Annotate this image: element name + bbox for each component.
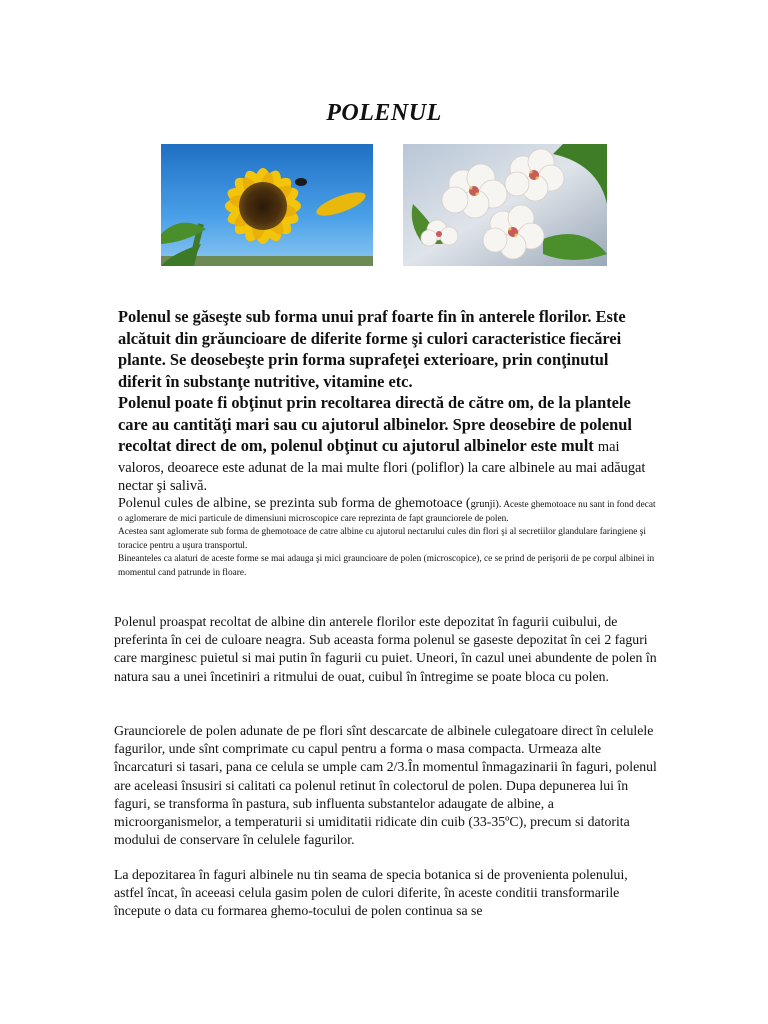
blossom-image	[403, 144, 607, 266]
granules-paragraph: Graunciorele de polen adunate de pe flori sînt descarcate de albinele culegatoare direct în celulele fagurilor, unde sînt comprimate cu capul pentru a forma o masa compacta. Urmeaza alte încarcaturi si tasari, pana ce celula se umple cam 2/3.În momentul înmagazinarii în faguri, polenul are aceleasi însusiri si calitati ca polenul retinut în colectorul de polen. Dupa depunerea lui în faguri, se transforma în pastura, sub influenta substantelor adaugate de albine, a microorganismelor, a temperaturii si umiditatii ridicate din cuib (33-35ºC), precum si datorita modului de conservare în celulele fagurilor.	[114, 723, 657, 848]
bee-pollen-rest: Aceste ghemotoace nu sant in fond decat o aglomerare de mici particule de dimensiuni microscopice care reprezinta de fapt graunciorele de polen.	[118, 500, 656, 524]
intro-paragraph	[118, 306, 650, 495]
intro-bold-text: Polenul se găseşte sub forma unui praf foarte fin în anterele florilor. Este alcătuit din grăuncioare de diferite forme şi culori caracteristice fiecărei plante. Se deosebeşte prin forma suprafeţei exterioare, prin conţinutul diferit în substanţe nutritive, vitamine etc.	[118, 307, 626, 391]
bee-pollen-paragraph	[118, 497, 658, 581]
bee-pollen-line3: Bineanteles ca alaturi de aceste forme se mai adauga şi mici grauncioare de polen (microscopice), ce se prind de perişorii de pe corpul albinei in momentul cand patrunde in floare.	[118, 554, 655, 578]
sunflower-image	[161, 144, 373, 266]
intro-tail-text: mai	[597, 439, 620, 455]
deposit-paragraph: La depozitarea în faguri albinele nu tin seama de specia botanica si de provenienta polenului, astfel încat, în aceeasi celula gasim polen de culori diferite, în aceste conditii transformarile începute o data cu formarea ghemo-tocului de polen continua sa se	[114, 867, 628, 919]
bee-pollen-lead: Polenul cules de albine, se prezinta sub forma de ghemotoace (	[118, 496, 471, 511]
bee-pollen-line2: Acestea sant aglomerate sub forma de ghemotoace de catre albine cu ajutorul nectarului cules din flori şi al secretiilor glandulare faringiene şi toracice pentru a uşura transportul.	[118, 527, 646, 551]
intro-bold-text-2: Polenul poate fi obţinut prin recoltarea directă de către om, de la plantele care au cantităţi mari sau cu ajutorul albinelor. Spre deosebire de polenul recoltat direct de om, polenul obţinut cu ajutorul albinelor este mult	[118, 393, 632, 455]
storage-paragraph: Polenul proaspat recoltat de albine din anterele florilor este depozitat în fagurii cuibului, de preferinta în cei de culoare neagra. Sub aceasta forma polenul se gaseste depozitat în cei 2 faguri care marginesc puietul si mai putin în fagurii cu puiet. Uneori, în cazul unei abundente de polen în natura sau a unei încetiniri a ritmului de ouat, cuibul în întregime se poate bloca cu polen.	[114, 614, 657, 684]
page-title: POLENUL	[326, 100, 442, 126]
bee-pollen-lead-mini: grunji).	[470, 499, 502, 510]
intro-tail-text-2: valoros, deoarece este adunat de la mai multe flori (poliflor) la care albinele au mai adăugat nectar şi salivă.	[118, 459, 646, 494]
